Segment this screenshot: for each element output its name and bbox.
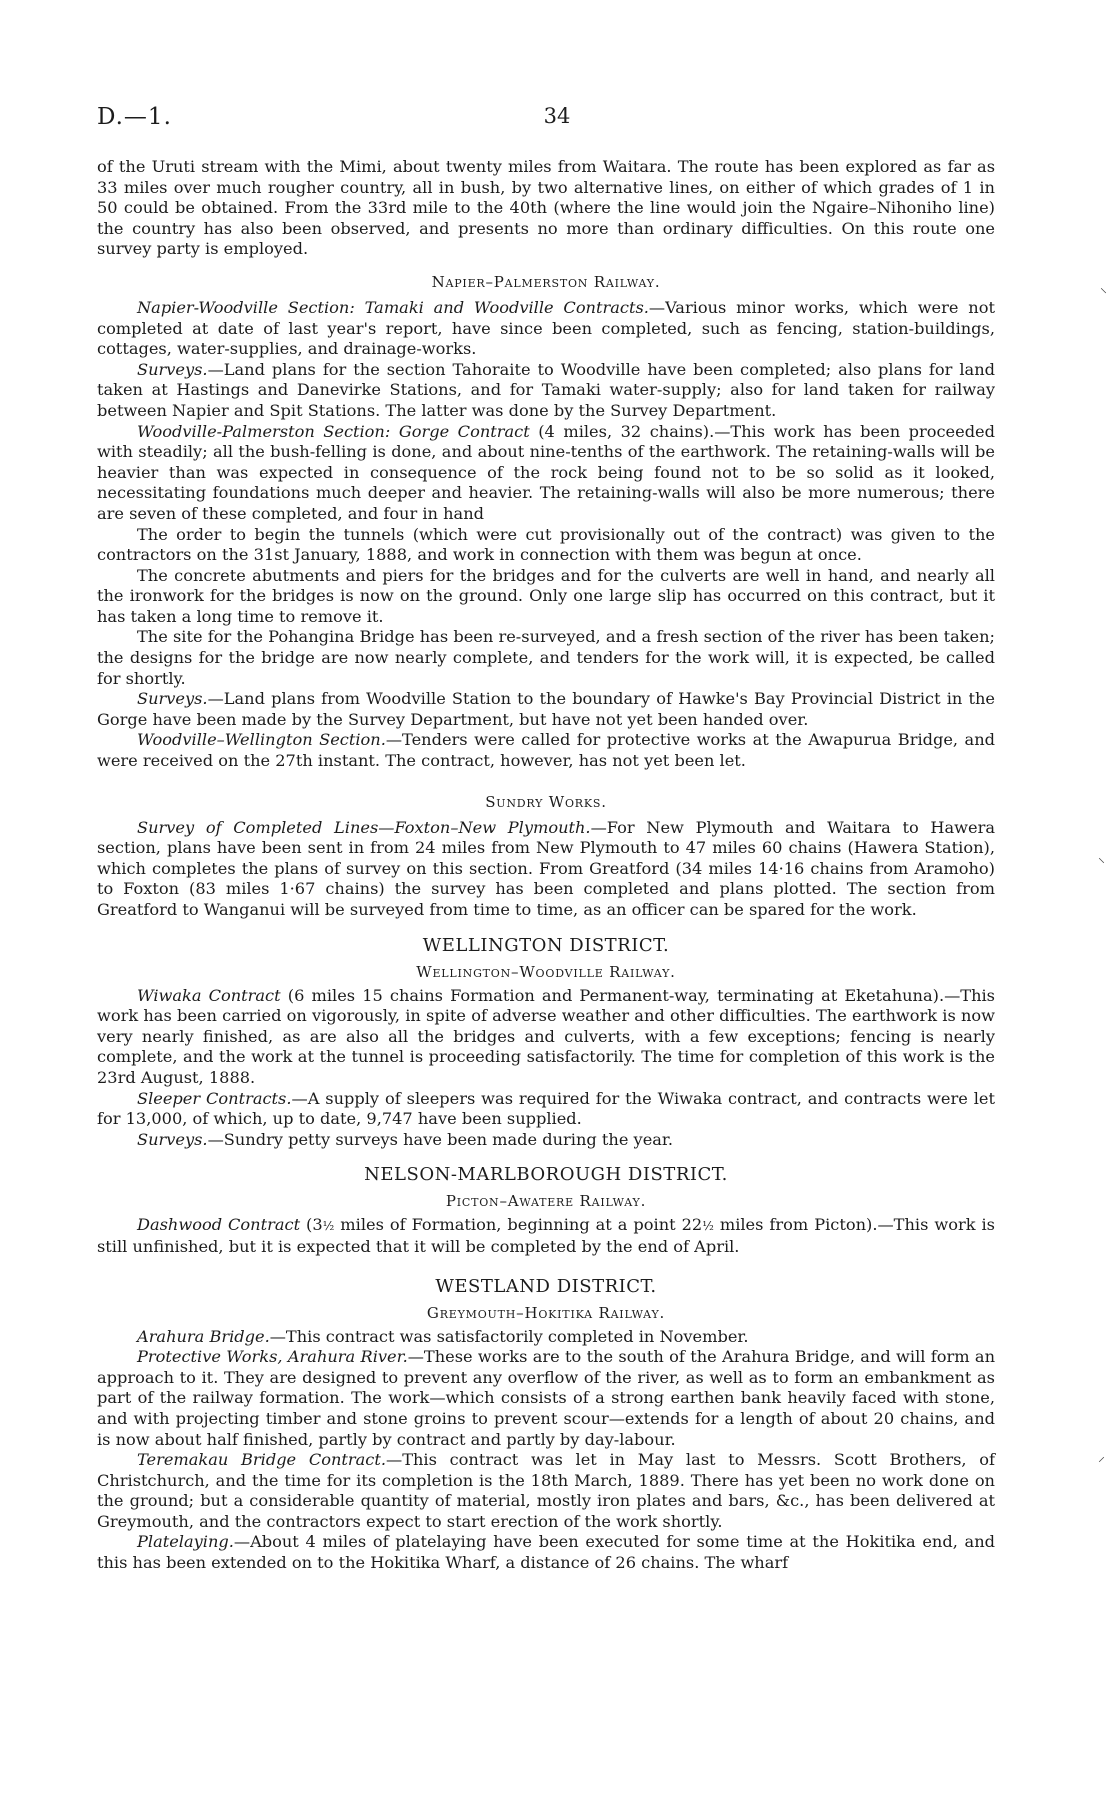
district-heading-westland: WESTLAND DISTRICT.: [435, 1275, 657, 1297]
paragraph-lead: Woodville–Wellington Section.: [137, 730, 386, 750]
paragraph: The site for the Pohangina Bridge has been re-surveyed, and a fresh section of the river has been taken; the designs for the bridge are now nearly complete, and tenders for the work will, it is expected, be called for shortly.: [97, 627, 995, 688]
paragraph-lead: Napier-Woodville Section: Tamaki and Woodville Contracts.: [137, 297, 649, 317]
district-heading-nelson-marlborough: NELSON-MARLBOROUGH DISTRICT.: [364, 1164, 728, 1186]
paragraph: Wiwaka Contract (6 miles 15 chains Formation and Permanent-way, terminating at Eketahuna).—This work has been carried on vigorously, in spite of adverse weather and other difficulties. The earthwork is now very nearly finished, as are also all the bridges and culverts, with a few exceptions; fencing is nearly complete, and the work at the tunnel is proceeding satisfactorily. The time for completion of this work is the 23rd August, 1888.: [97, 985, 995, 1087]
paragraph-lead: Arahura Bridge.: [137, 1326, 270, 1346]
paragraph: Dashwood Contract (3½ miles of Formation, beginning at a point 22½ miles from Picton).—This work is still unfinished, but it is expected that it will be completed by the end of April.: [97, 1215, 995, 1256]
margin-mark-icon: ⸌: [1100, 286, 1107, 302]
page-header: [97, 104, 1017, 136]
margin-mark-icon: ⸜: [1098, 850, 1105, 866]
paragraph-lead: Protective Works, Arahura River.: [137, 1347, 408, 1367]
paragraph-lead: Survey of Completed Lines—Foxton–New Plymouth.: [137, 817, 591, 837]
paragraph: Protective Works, Arahura River.—These works are to the south of the Arahura Bridge, and will form an approach to it. They are designed to prevent any overflow of the river, as well as to form an embankment as part of the railway formation. The work—which consists of a strong earthen bank heavily faced with stone, and with projecting timber and stone groins to prevent scour—extends for a length of about 20 chains, and is now about half finished, partly by contract and partly by day-labour.: [97, 1347, 995, 1449]
paragraph: Surveys.—Land plans from Woodville Station to the boundary of Hawke's Bay Provincial District in the Gorge have been made by the Survey Department, but have not yet been handed over.: [97, 689, 995, 729]
paragraph: Woodville-Palmerston Section: Gorge Contract (4 miles, 32 chains).—This work has been proceeded with steadily; all the bush-felling is done, and about nine-tenths of the earthwork. The retaining-walls will be heavier than was expected in consequence of the rock being found not to be so solid as it looked, necessitating foundations much deeper and heavier. The retaining-walls will also be more numerous; there are seven of these completed, and four in hand: [97, 421, 996, 523]
paragraph: Survey of Completed Lines—Foxton–New Plymouth.—For New Plymouth and Waitara to Hawera section, plans have been sent in from 24 miles from New Plymouth to 47 miles 60 chains (Hawera Station), which completes the plans of survey on this section. From Greatford (34 miles 14·16 chains from Aramoho) to Foxton (83 miles 1·67 chains) the survey has been completed and plans plotted. The section from Greatford to Wanganui will be surveyed from time to time, as an officer can be spared for the work.: [97, 817, 995, 919]
paragraph-lead: Surveys.: [137, 359, 208, 379]
section-heading-wellington-woodville: Wellington–Woodville Railway.: [416, 962, 676, 981]
paragraph: Teremakau Bridge Contract.—This contract was let in May last to Messrs. Scott Brothers, of Christchurch, and the time for its completion is the 18th March, 1889. There has yet been no work done on the ground; but a considerable quantity of material, mostly iron plates and bars, &c., has been delivered at Greymouth, and the contractors expect to start erection of the work shortly.: [97, 1450, 995, 1531]
paragraph-lead: Surveys.: [137, 689, 208, 709]
paragraph: Sleeper Contracts.—A supply of sleepers was required for the Wiwaka contract, and contracts were let for 13,000, of which, up to date, 9,747 have been supplied.: [97, 1088, 995, 1129]
page-number: 34: [543, 104, 571, 128]
paragraph-lead: Sleeper Contracts.: [137, 1088, 292, 1108]
paragraph-lead: Teremakau Bridge Contract.: [137, 1450, 387, 1470]
margin-mark-icon: ⸝: [1098, 1449, 1105, 1465]
paragraph: Woodville–Wellington Section.—Tenders were called for protective works at the Awapurua Bridge, and were received on the 27th instant. The contract, however, has not yet been let.: [97, 730, 995, 771]
intro-paragraph: of the Uruti stream with the Mimi, about twenty miles from Waitara. The route has been explored as far as 33 miles over much rougher country, all in bush, by two alternative lines, on either of which grades of 1 in 50 could be obtained. From the 33rd mile to the 40th (where the line would join the Ngaire–Nihoniho line) the country has also been observed, and presents no more than ordinary difficulties. On this route one survey party is employed.: [97, 157, 995, 259]
paragraph: Surveys.—Land plans for the section Tahoraite to Woodville have been completed; also plans for land taken at Hastings and Danevirke Stations, and for Tamaki water-supply; also for land taken for railway between Napier and Spit Stations. The latter was done by the Survey Department.: [97, 359, 995, 420]
paragraph-lead: Wiwaka Contract: [137, 985, 281, 1005]
paragraph: Arahura Bridge.—This contract was satisfactorily completed in November.: [137, 1326, 749, 1346]
paragraph-lead: Woodville-Palmerston Section: Gorge Contract: [137, 421, 530, 441]
paragraph: The concrete abutments and piers for the bridges and for the culverts are well in hand, and nearly all the ironwork for the bridges is now on the ground. Only one large slip has occurred on this contract, but it has taken a long time to remove it.: [97, 565, 995, 626]
paragraph-lead: Dashwood Contract: [137, 1215, 301, 1235]
paragraph: Surveys.—Sundry petty surveys have been made during the year.: [137, 1129, 674, 1149]
section-heading-napier-palmerston: Napier–Palmerston Railway.: [431, 272, 661, 291]
paragraph-lead: Surveys.: [137, 1129, 208, 1149]
fraction: ½: [702, 1219, 714, 1234]
paragraph: Platelaying.—About 4 miles of platelaying have been executed for some time at the Hokitika end, and this has been extended on to the Hokitika Wharf, a distance of 26 chains. The wharf: [97, 1532, 995, 1573]
section-heading-greymouth-hokitika: Greymouth–Hokitika Railway.: [426, 1303, 666, 1322]
paragraph: The order to begin the tunnels (which were cut provisionally out of the contract) was given to the contractors on the 31st January, 1888, and work in connection with them was begun at once.: [97, 524, 995, 565]
district-heading-wellington: WELLINGTON DISTRICT.: [422, 934, 670, 956]
section-heading-picton-awatere: Picton–Awatere Railway.: [445, 1192, 647, 1211]
section-heading-sundry-works: Sundry Works.: [485, 792, 607, 811]
paragraph-lead: Platelaying.: [137, 1532, 234, 1552]
document-reference: D.—1.: [97, 104, 172, 130]
paragraph: Napier-Woodville Section: Tamaki and Woodville Contracts.—Various minor works, which were not completed at date of last year's report, have since been completed, such as fencing, station-buildings, cottages, water-supplies, and drainage-works.: [97, 297, 995, 359]
body-text: [97, 157, 995, 1574]
fraction: ½: [322, 1219, 335, 1234]
